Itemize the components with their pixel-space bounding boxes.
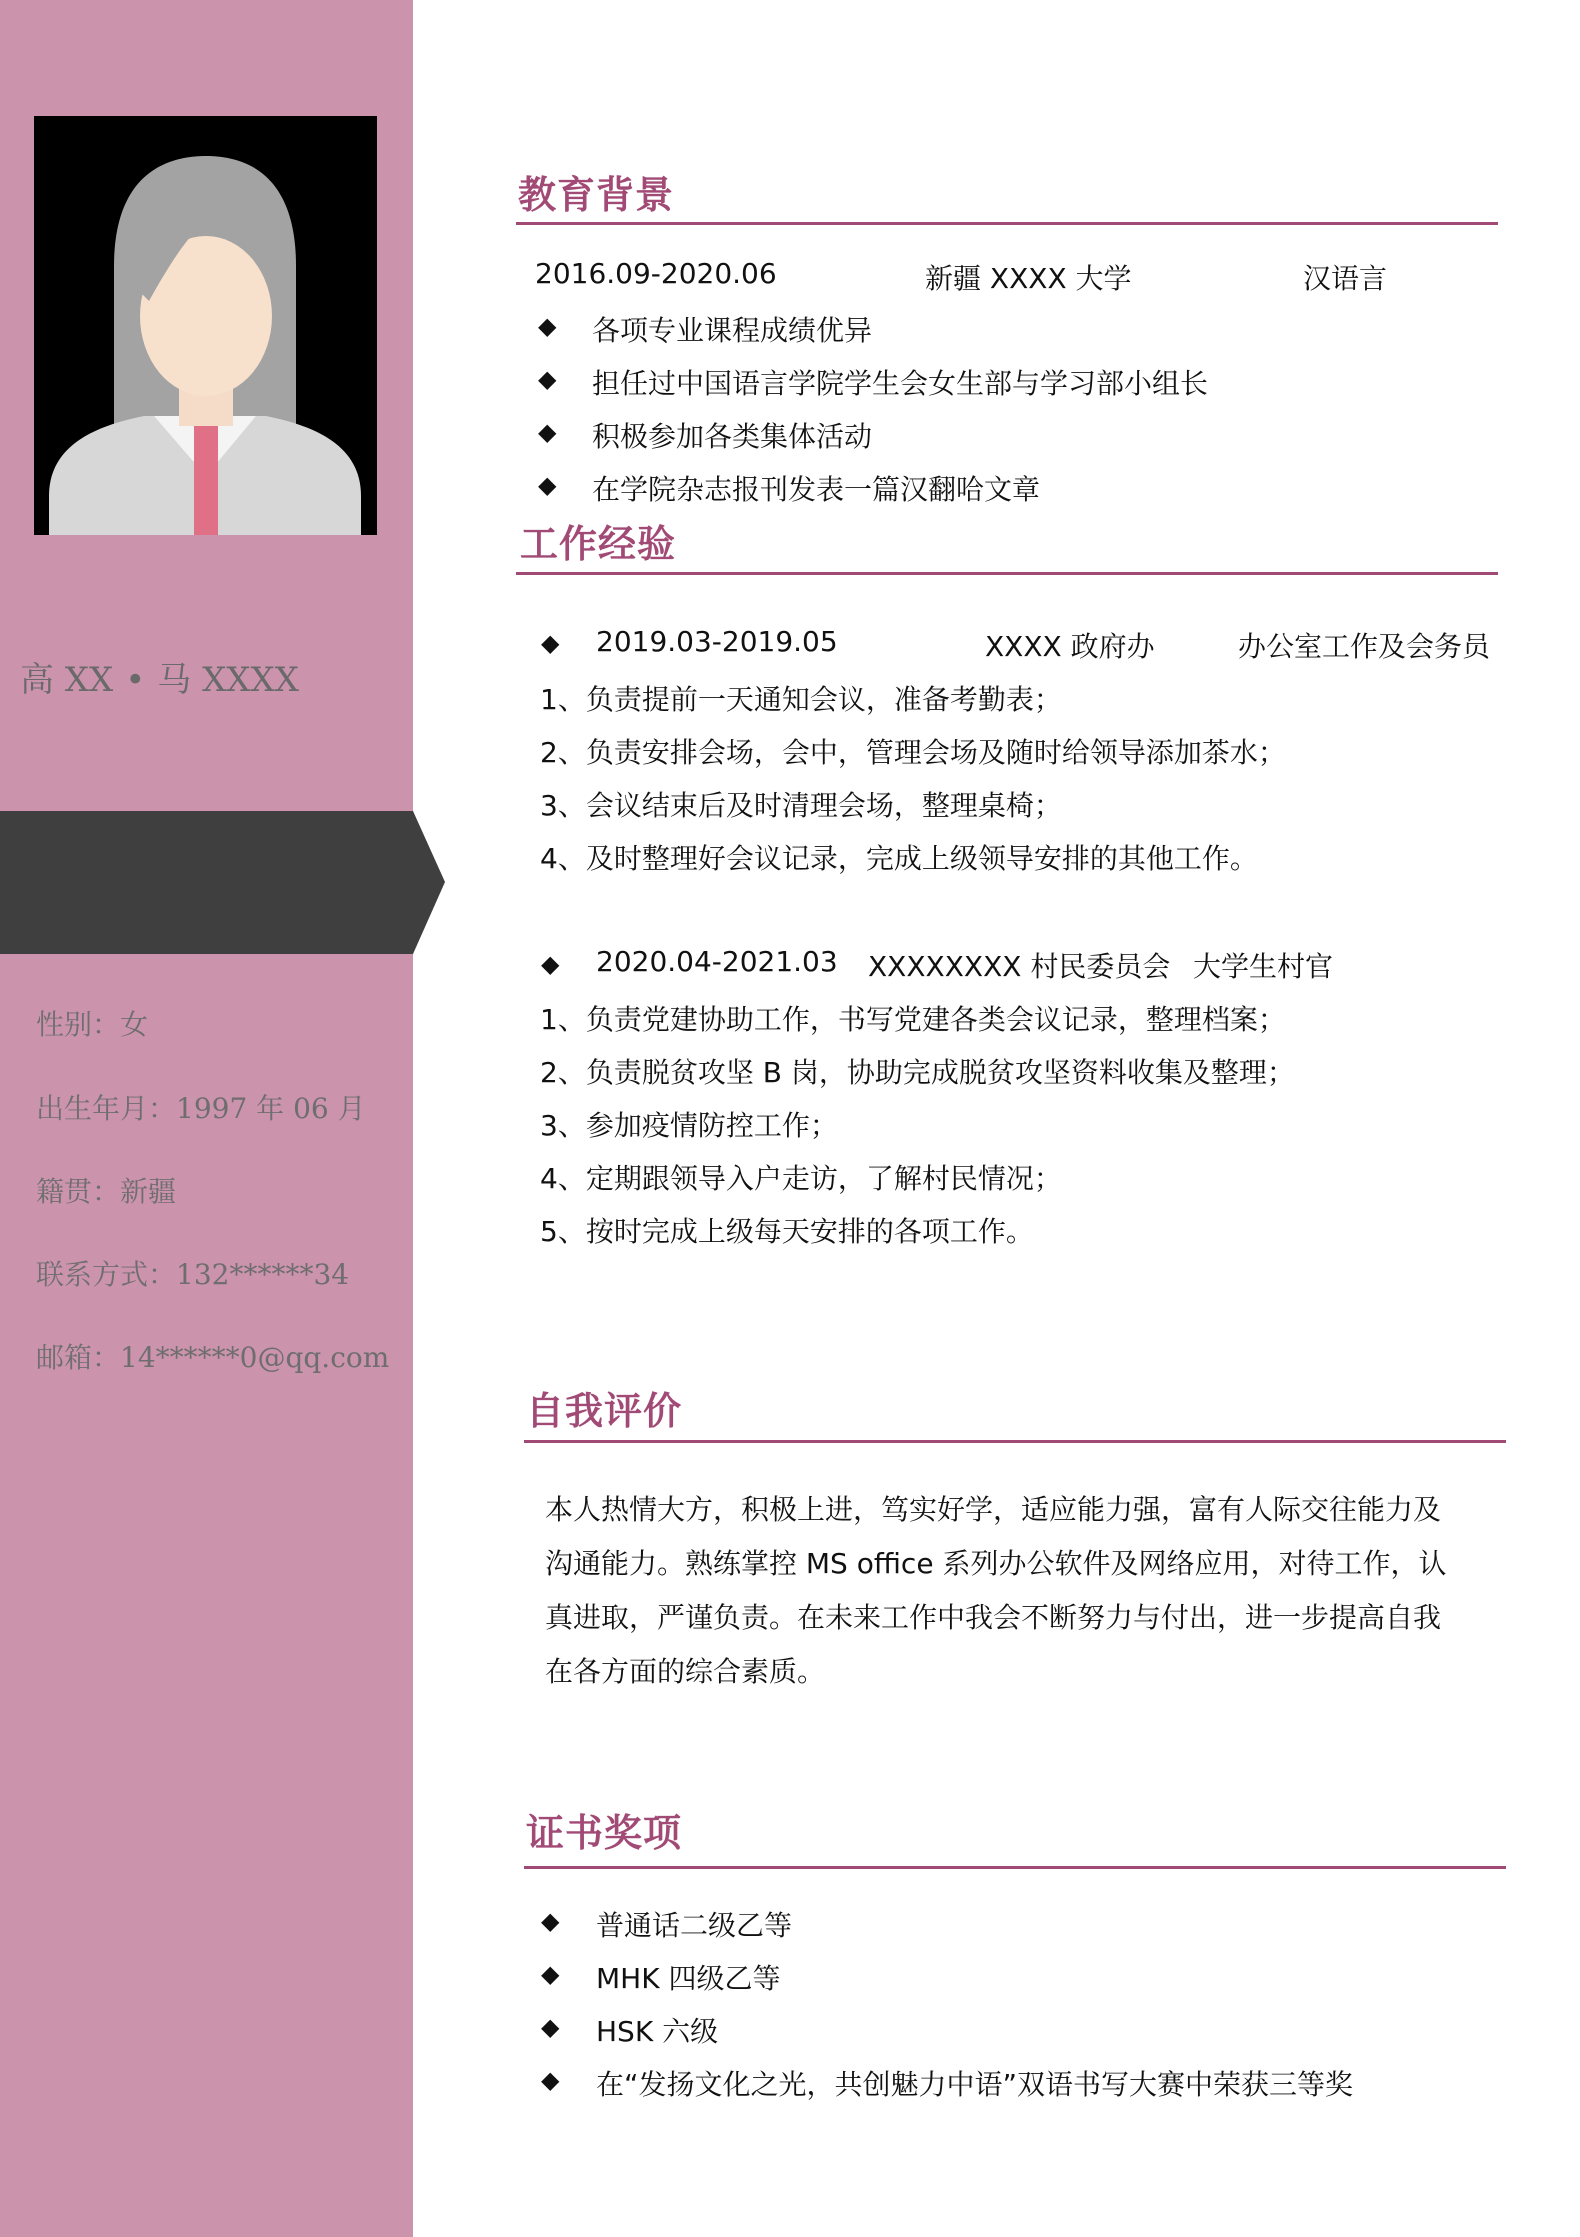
education-item: 担任过中国语言学院学生会女生部与学习部小组长 [592,367,1209,400]
info-phone-value: 132******34 [176,1258,350,1291]
job-2-period: 2020.04-2021.03 [596,945,838,978]
bullet-icon: ◆ [538,418,557,446]
info-email-label: 邮箱： [36,1341,121,1374]
info-email [36,1336,389,1376]
awards-rule [524,1866,1506,1869]
job-2-role: 大学生村官 [1193,950,1334,983]
job-1-period: 2019.03-2019.05 [596,625,838,658]
award-item: 在“发扬文化之光，共创魅力中语”双语书写大赛中荣获三等奖 [596,2068,1354,2101]
job-1-duty: 4、及时整理好会议记录，完成上级领导安排的其他工作。 [540,842,1258,875]
job-2-duty: 2、负责脱贫攻坚 B 岗，协助完成脱贫攻坚资料收集及整理； [540,1056,1295,1089]
education-major: 汉语言 [1303,262,1388,295]
job-2-duty: 1、负责党建协助工作，书写党建各类会议记录，整理档案； [540,1003,1286,1036]
name-part-1: 高 XX [20,660,114,700]
self-eval-title: 自我评价 [526,1389,683,1433]
job-1-duty: 3、会议结束后及时清理会场，整理桌椅； [540,789,1062,822]
job-2-duty: 4、定期跟领导入户走访，了解村民情况； [540,1162,1062,1195]
bullet-icon: ◆ [541,2066,560,2094]
profile-photo [34,116,377,535]
education-item: 积极参加各类集体活动 [592,420,873,453]
info-birth-value: 1997 年 06 月 [176,1092,366,1125]
education-school: 新疆 XXXX 大学 [925,262,1132,295]
job-1-role: 办公室工作及会务员 [1238,630,1491,663]
info-birth [36,1087,366,1127]
work-rule [516,572,1498,575]
info-phone [36,1253,349,1293]
info-phone-label: 联系方式： [36,1258,177,1291]
education-rule [516,222,1498,225]
name-separator: • [125,660,146,700]
job-1-duty: 1、负责提前一天通知会议，准备考勤表； [540,683,1062,716]
bullet-icon: ◆ [538,365,557,393]
job-1-org: XXXX 政府办 [985,630,1155,663]
ribbon-arrow [0,811,445,954]
bullet-icon: ◆ [541,2013,560,2041]
job-2-duty: 3、参加疫情防控工作； [540,1109,838,1142]
self-eval-line: 沟通能力。熟练掌控 MS office 系列办公软件及网络应用，对待工作，认 [545,1547,1447,1580]
award-item: HSK 六级 [596,2015,719,2048]
info-email-value: 14******0@qq.com [120,1341,390,1374]
candidate-name [20,652,299,701]
job-2-org: XXXXXXXX 村民委员会 [868,950,1171,983]
award-item: 普通话二级乙等 [596,1909,793,1942]
job-2-duty: 5、按时完成上级每天安排的各项工作。 [540,1215,1034,1248]
bullet-icon: ◆ [541,1960,560,1988]
info-gender-label: 性别： [36,1008,121,1041]
info-hometown-value: 新疆 [120,1175,177,1208]
work-title: 工作经验 [520,522,677,566]
info-hometown-label: 籍贯： [36,1175,121,1208]
name-part-2: 马 XXXX [157,660,299,700]
education-item: 各项专业课程成绩优异 [592,314,873,347]
self-eval-rule [524,1440,1506,1443]
job-1-duty: 2、负责安排会场，会中，管理会场及随时给领导添加茶水； [540,736,1286,769]
bullet-icon: ◆ [541,629,560,657]
self-eval-line: 本人热情大方，积极上进，笃实好学，适应能力强，富有人际交往能力及 [545,1493,1442,1526]
info-hometown [36,1170,176,1210]
bullet-icon: ◆ [538,312,557,340]
education-item: 在学院杂志报刊发表一篇汉翻哈文章 [592,473,1041,506]
info-gender-value: 女 [120,1008,149,1041]
bullet-icon: ◆ [541,950,560,978]
education-period: 2016.09-2020.06 [535,257,777,290]
info-birth-label: 出生年月： [36,1092,177,1125]
female-avatar-icon [34,116,377,535]
self-eval-line: 在各方面的综合素质。 [545,1655,826,1688]
self-eval-line: 真进取，严谨负责。在未来工作中我会不断努力与付出，进一步提高自我 [545,1601,1442,1634]
info-gender [36,1003,148,1043]
award-item: MHK 四级乙等 [596,1962,781,1995]
awards-title: 证书奖项 [526,1811,683,1855]
bullet-icon: ◆ [541,1907,560,1935]
bullet-icon: ◆ [538,471,557,499]
education-title: 教育背景 [518,173,675,217]
